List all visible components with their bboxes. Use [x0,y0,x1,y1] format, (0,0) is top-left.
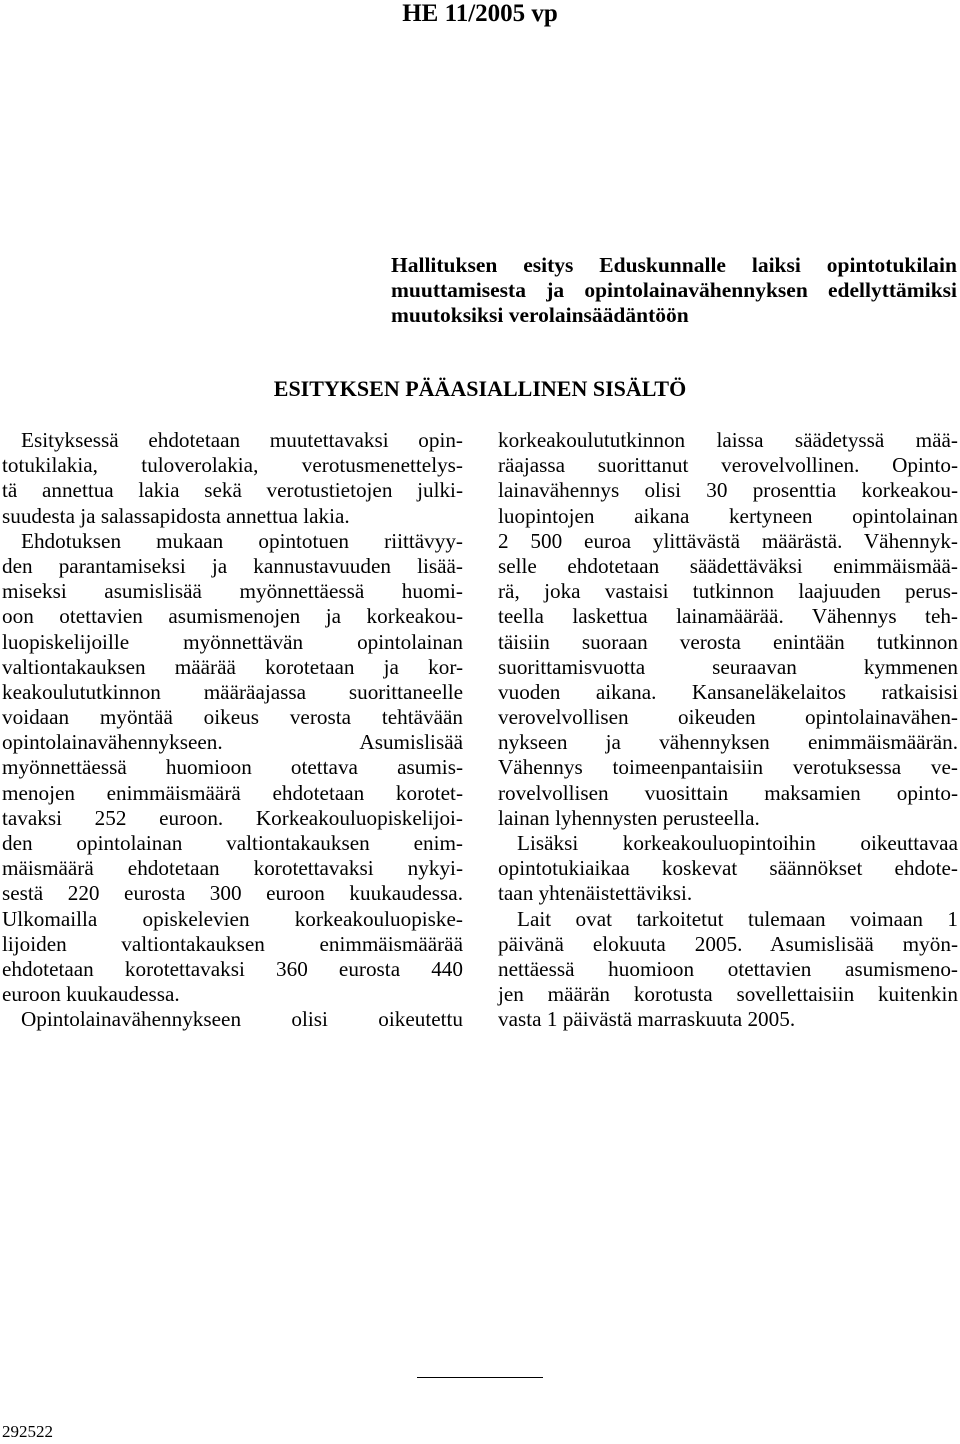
text-line: suudesta ja salassapidosta annettua lakia. [2,503,350,528]
title-line: Hallituksen esitys Eduskunnalle laiksi opintotukilain [391,253,957,277]
summary-left-column [2,428,463,1033]
page-code: 292522 [2,1422,53,1441]
text-line: Lisäksi korkeakouluopintoihin oikeuttavaa [517,831,958,855]
summary-right-column [498,428,958,1033]
text-line: nykseen ja vähennyksen enimmäismäärän. [498,730,958,755]
text-line: päivänä elokuuta 2005. Asumislisää myön- [498,931,958,956]
text-line: korkeakoulututkinnon laissa säädetyssä mää- [498,428,958,452]
text-line: lainavähennys olisi 30 prosenttia korkeakou- [498,478,958,503]
text-line: luopiskelijoille myönnettävän opintolainan [2,629,463,654]
text-line: lainan lyhennysten perusteella. [498,805,760,830]
text-line: Opintolainavähennykseen olisi oikeutettu [21,1007,463,1032]
text-line: Esityksessä ehdotetaan muutettavaksi opin- [21,428,463,452]
text-line: Vähennys toimeenpantaisiin verotuksessa ve- [498,755,958,780]
proposal-title [391,252,957,328]
title-line: muutoksiksi verolainsäädäntöön [391,303,689,328]
text-line: ehdotetaan korotettavaksi 360 eurosta 440 [2,956,463,981]
text-line: oon otettavien asumismenojen ja korkeakou- [2,604,463,629]
text-line: den opintolainan valtiontakauksen enim- [2,831,463,855]
text-line: räajassa suorittanut verovelvollinen. Opinto- [498,453,958,478]
text-line: verovelvollisen oikeuden opintolainavähen- [498,705,958,730]
text-line: nettäessä huomioon otettavien asumismeno- [498,956,958,981]
text-line: totukilakia, tuloverolakia, verotusmenettelys- [2,453,463,478]
text-line: vuoden aikana. Kansaneläkelaitos ratkaisisi [498,679,958,704]
text-line: tavaksi 252 euroon. Korkeakouluopiskelijoi- [2,805,463,830]
text-line: Ulkomailla opiskelevien korkeakouluopiske- [2,906,463,931]
text-line: sestä 220 eurosta 300 euroon kuukaudessa. [2,881,463,906]
text-line: jen määrän korotusta sovellettaisiin kuitenkin [498,982,958,1007]
text-line: valtiontakauksen määrää korotetaan ja kor- [2,654,463,679]
text-line: Ehdotuksen mukaan opintotuen riittävyy- [21,528,463,553]
text-line: rovelvollisen vuosittain maksamien opinto- [498,780,958,805]
text-line: luopintojen aikana kertyneen opintolainan [498,503,958,528]
text-line: lijoiden valtiontakauksen enimmäismäärää [2,931,463,956]
text-line: tä annettua lakia sekä verotustietojen julki- [2,478,463,503]
text-line: opintolainavähennykseen. Asumislisää [2,730,463,755]
text-line: miseksi asumislisää myönnettäessä huomi- [2,579,463,604]
document-id: HE 11/2005 vp [402,0,558,27]
text-line: teella laskettua lainamäärää. Vähennys teh- [498,604,958,629]
text-line: selle ehdotetaan säädettäväksi enimmäismää- [498,553,958,578]
text-line: 2 500 euroa ylittävästä määrästä. Vähennyk- [498,528,958,553]
text-line: euroon kuukaudessa. [2,982,180,1007]
end-rule [417,1377,543,1378]
summary-heading: ESITYKSEN PÄÄASIALLINEN SISÄLTÖ [273,376,687,401]
text-line: Lait ovat tarkoitetut tulemaan voimaan 1 [517,906,958,931]
text-line: täisiin suoraan verosta enintään tutkinnon [498,629,958,654]
text-line: myönnettäessä huomioon otettava asumis- [2,755,463,780]
text-line: rä, joka vastaisi tutkinnon laajuuden perus- [498,579,958,604]
text-line: taan yhtenäistettäviksi. [498,881,693,906]
text-line: opintotukiaikaa koskevat säännökset ehdote- [498,856,958,881]
text-line: voidaan myöntää oikeus verosta tehtävään [2,705,463,730]
text-line: den parantamiseksi ja kannustavuuden lisää- [2,553,463,578]
text-line: suorittamisvuotta seuraavan kymmenen [498,654,958,679]
text-line: keakoulututkinnon määräajassa suorittaneelle [2,679,463,704]
title-line: muuttamisesta ja opintolainavähennyksen edellyttämiksi [391,278,957,303]
text-line: menojen enimmäismäärä ehdotetaan korotet- [2,780,463,805]
text-line: mäismäärä ehdotetaan korotettavaksi nykyi- [2,856,463,881]
text-line: vasta 1 päivästä marraskuuta 2005. [498,1007,796,1032]
